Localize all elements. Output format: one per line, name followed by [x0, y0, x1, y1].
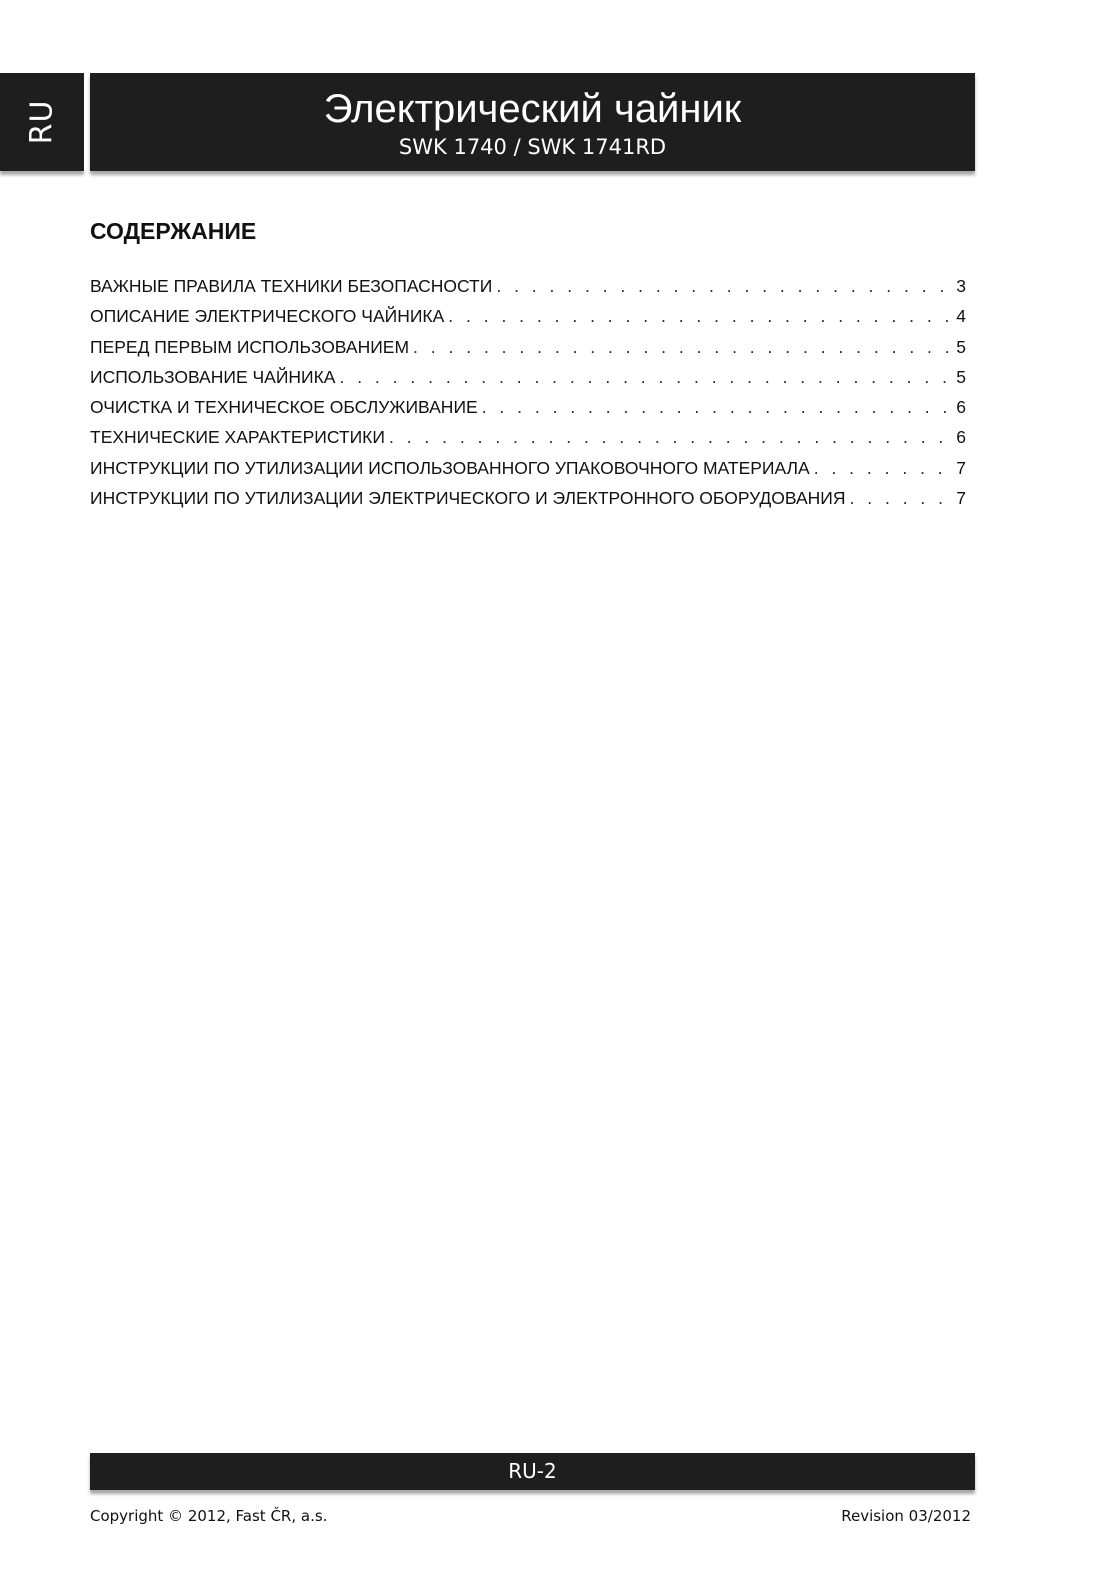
toc-dot-leader — [389, 423, 948, 451]
toc-item[interactable] — [90, 363, 966, 393]
table-of-contents — [90, 272, 966, 514]
toc-item-page: 7 — [956, 457, 966, 478]
toc-item[interactable] — [90, 302, 966, 332]
toc-dot-leader — [482, 393, 948, 421]
footer-bar — [90, 1453, 975, 1490]
toc-item-title: ОПИСАНИЕ ЭЛЕКТРИЧЕСКОГО ЧАЙНИКА — [90, 306, 445, 327]
toc-item-title: ОЧИСТКА И ТЕХНИЧЕСКОЕ ОБСЛУЖИВАНИЕ — [90, 397, 478, 418]
model-subtitle: SWK 1740 / SWK 1741RD — [398, 135, 667, 159]
toc-dot-leader — [448, 302, 948, 330]
language-tab-label: RU — [24, 99, 60, 145]
toc-item-title: ИСПОЛЬЗОВАНИЕ ЧАЙНИКА — [90, 366, 336, 387]
toc-item[interactable] — [90, 454, 966, 484]
toc-dot-leader — [814, 454, 948, 482]
revision-label: Revision 03/2012 — [841, 1507, 971, 1525]
toc-item[interactable] — [90, 272, 966, 302]
toc-item-page: 3 — [956, 276, 966, 296]
toc-item-title: ПЕРЕД ПЕРВЫМ ИСПОЛЬЗОВАНИЕМ — [90, 336, 410, 357]
toc-dot-leader — [850, 484, 948, 512]
page-title: Электрический чайник — [323, 87, 742, 131]
toc-item-page: 6 — [956, 397, 966, 418]
toc-item-title: ИНСТРУКЦИИ ПО УТИЛИЗАЦИИ ИСПОЛЬЗОВАННОГО УПАКОВОЧНОГО МАТЕРИАЛА — [90, 457, 810, 478]
toc-item[interactable] — [90, 484, 966, 514]
toc-item[interactable] — [90, 393, 966, 423]
toc-dot-leader — [339, 363, 948, 391]
page-number: RU-2 — [508, 1459, 557, 1483]
toc-item[interactable] — [90, 333, 966, 363]
copyright-notice: Copyright © 2012, Fast ČR, a.s. — [90, 1507, 328, 1525]
toc-dot-leader — [496, 272, 948, 300]
toc-item-page: 4 — [956, 306, 966, 327]
toc-dot-leader — [413, 333, 948, 361]
toc-item-page: 5 — [956, 366, 966, 387]
toc-item-page: 6 — [956, 427, 966, 448]
toc-item-page: 7 — [956, 488, 966, 509]
toc-item[interactable] — [90, 423, 966, 453]
toc-item-title: ТЕХНИЧЕСКИЕ ХАРАКТЕРИСТИКИ — [90, 427, 385, 448]
toc-item-page: 5 — [956, 336, 966, 357]
toc-item-title: ВАЖНЫЕ ПРАВИЛА ТЕХНИКИ БЕЗОПАСНОСТИ — [90, 276, 493, 296]
contents-heading: СОДЕРЖАНИЕ — [90, 218, 257, 244]
header-bar — [90, 73, 975, 171]
toc-item-title: ИНСТРУКЦИИ ПО УТИЛИЗАЦИИ ЭЛЕКТРИЧЕСКОГО И ЭЛЕКТРОННОГО ОБОРУДОВАНИЯ — [90, 488, 846, 509]
